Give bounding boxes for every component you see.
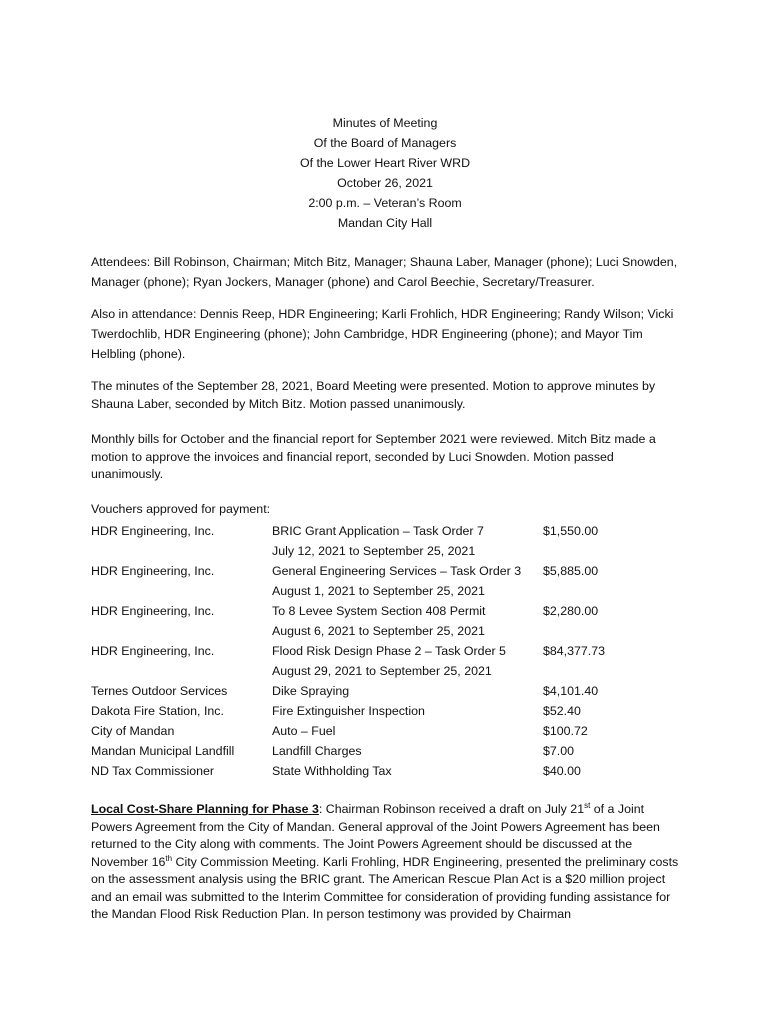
voucher-description: August 29, 2021 to September 25, 2021	[272, 664, 492, 678]
heading-colon: :	[318, 802, 323, 816]
voucher-vendor: Ternes Outdoor Services	[91, 684, 228, 698]
voucher-amount: $40.00	[543, 764, 581, 778]
voucher-description: To 8 Levee System Section 408 Permit	[272, 604, 486, 618]
voucher-vendor: HDR Engineering, Inc.	[91, 564, 215, 578]
voucher-vendor: ND Tax Commissioner	[91, 764, 215, 778]
header-title: Minutes of Meeting	[332, 116, 438, 130]
voucher-vendor: City of Mandan	[91, 724, 175, 738]
voucher-amount: $4,101.40	[543, 684, 599, 698]
voucher-row	[0, 681, 770, 701]
voucher-amount: $84,377.73	[543, 644, 606, 658]
voucher-row	[0, 721, 770, 741]
voucher-row	[0, 621, 770, 641]
voucher-description: BRIC Grant Application – Task Order 7	[272, 524, 484, 538]
meeting-header	[0, 113, 770, 233]
local-cost-text-2: of a Joint Powers Agreement from the City of Mandan. General approval of the Joint Powers Agreement has been returned to the City along with comments. The Joint Powers Agreement should be discussed at the November 16	[91, 802, 660, 869]
voucher-row	[0, 521, 770, 541]
attendees-paragraph: Attendees: Bill Robinson, Chairman; Mitch Bitz, Manager; Shauna Laber, Manager (phone); Luci Snowden, Manager (phone); Ryan Jockers, Manager (phone) and Carol Beechie, Secretary/Treasurer.	[91, 255, 678, 289]
local-cost-text-3: City Commission Meeting. Karli Frohling, HDR Engineering, presented the preliminary costs on the assessment analysis using the BRIC grant. The American Rescue Plan Act is a $20 million project and an email was submitted to the Interim Committee for consideration of providing funding assistance for the Mandan Flood Risk Reduction Plan. In person testimony was provided by Chairman	[91, 854, 679, 921]
header-district: Of the Lower Heart River WRD	[299, 156, 471, 170]
voucher-amount: $7.00	[543, 744, 575, 758]
voucher-description: July 12, 2021 to September 25, 2021	[272, 544, 476, 558]
superscript-th: th	[165, 853, 173, 863]
voucher-row	[0, 561, 770, 581]
voucher-row	[0, 641, 770, 661]
header-date: October 26, 2021	[337, 176, 433, 190]
header-time-location: 2:00 p.m. – Veteran’s Room	[308, 196, 462, 210]
voucher-description: State Withholding Tax	[272, 764, 392, 778]
voucher-amount: $2,280.00	[543, 604, 599, 618]
superscript-st: st	[584, 800, 591, 810]
minutes-approval-paragraph: The minutes of the September 28, 2021, Board Meeting were presented. Motion to approve minutes by Shauna Laber, seconded by Mitch Bitz. Motion passed unanimously.	[91, 379, 656, 411]
voucher-amount: $5,885.00	[543, 564, 599, 578]
voucher-row	[0, 581, 770, 601]
voucher-vendor: Mandan Municipal Landfill	[91, 744, 235, 758]
local-cost-text-1: Chairman Robinson received a draft on July 21	[322, 802, 585, 816]
also-attendance-paragraph: Also in attendance: Dennis Reep, HDR Engineering; Karli Frohlich, HDR Engineering; Randy Wilson; Vicki Twerdochlib, HDR Engineering (phone); John Cambridge, HDR Engineering (phone); and Mayor Tim Helbling (phone).	[91, 307, 674, 361]
bills-approval-paragraph: Monthly bills for October and the financial report for September 2021 were reviewed. Mitch Bitz made a motion to approve the invoices and financial report, seconded by Luci Snowden. Motion passed unanimously.	[91, 432, 656, 481]
voucher-description: August 1, 2021 to September 25, 2021	[272, 584, 485, 598]
voucher-description: General Engineering Services – Task Order 3	[272, 564, 522, 578]
voucher-description: Auto – Fuel	[272, 724, 336, 738]
voucher-description: August 6, 2021 to September 25, 2021	[272, 624, 485, 638]
voucher-description: Landfill Charges	[272, 744, 362, 758]
voucher-vendor: HDR Engineering, Inc.	[91, 644, 215, 658]
voucher-description: Fire Extinguisher Inspection	[272, 704, 425, 718]
voucher-amount: $52.40	[543, 704, 581, 718]
voucher-row	[0, 701, 770, 721]
voucher-amount: $1,550.00	[543, 524, 599, 538]
voucher-vendor: HDR Engineering, Inc.	[91, 524, 215, 538]
voucher-row	[0, 601, 770, 621]
voucher-vendor: HDR Engineering, Inc.	[91, 604, 215, 618]
local-cost-share-paragraph	[91, 801, 683, 924]
header-board: Of the Board of Managers	[313, 136, 457, 150]
voucher-row	[0, 741, 770, 761]
voucher-amount: $100.72	[543, 724, 588, 738]
voucher-row	[0, 761, 770, 781]
voucher-description: Flood Risk Design Phase 2 – Task Order 5	[272, 644, 506, 658]
voucher-row	[0, 661, 770, 681]
vouchers-heading: Vouchers approved for payment:	[91, 502, 271, 516]
voucher-description: Dike Spraying	[272, 684, 350, 698]
voucher-row	[0, 541, 770, 561]
header-venue: Mandan City Hall	[337, 216, 433, 230]
local-cost-share-heading: Local Cost-Share Planning for Phase 3	[91, 802, 319, 816]
voucher-vendor: Dakota Fire Station, Inc.	[91, 704, 224, 718]
